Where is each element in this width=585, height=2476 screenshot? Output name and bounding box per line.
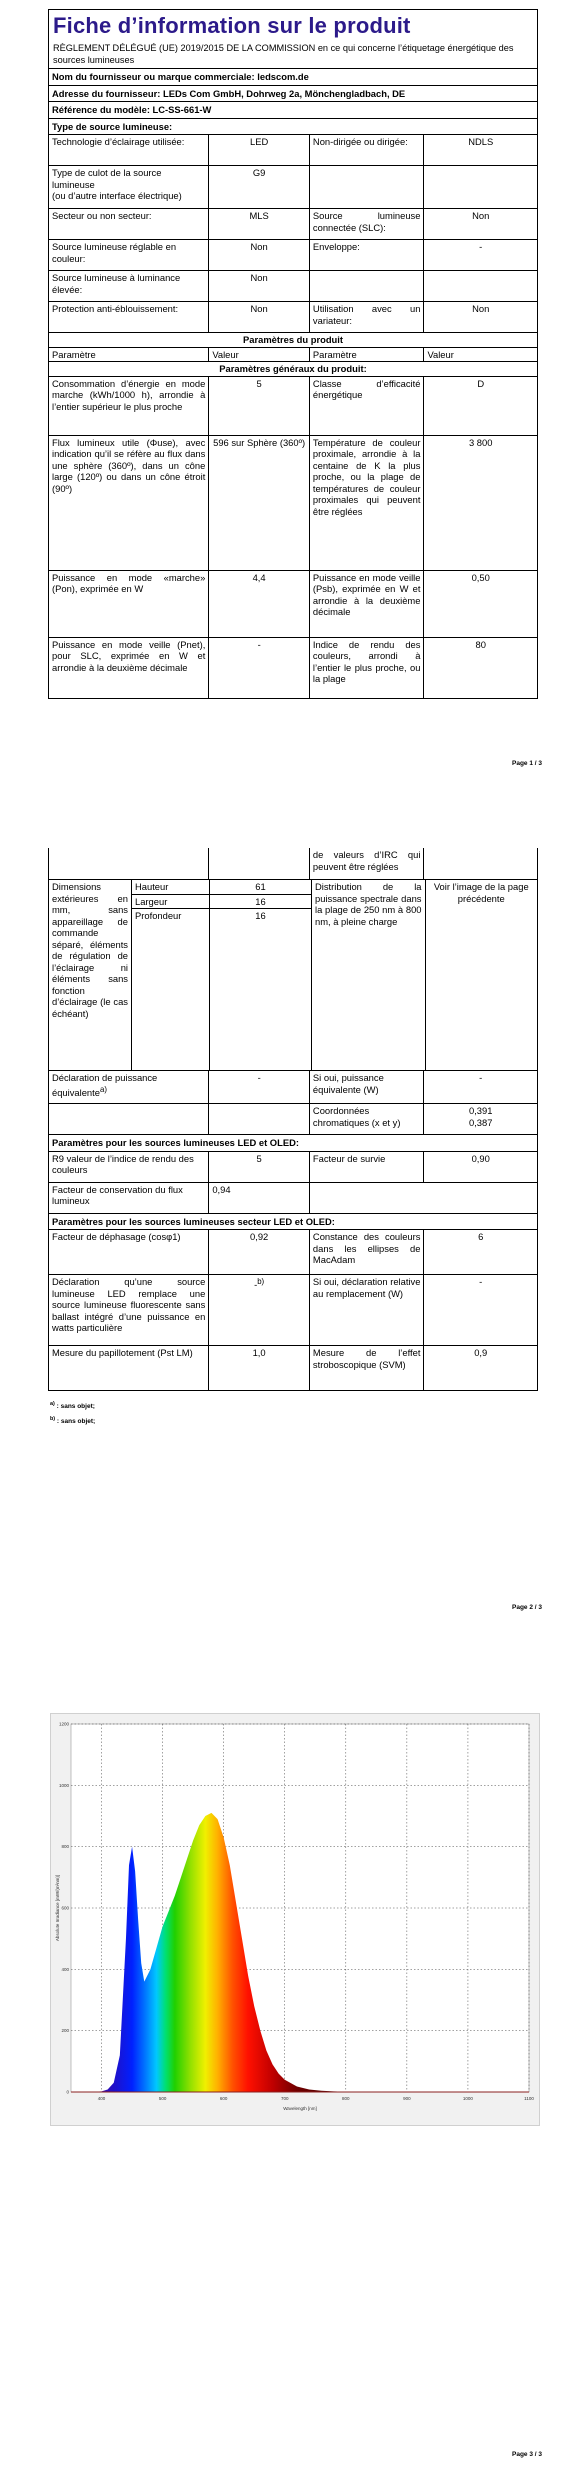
y-tick-label: 800 [61,1844,69,1850]
general-parameters-heading: Paramètres généraux du produit: [219,363,367,374]
light-source-type-heading: Type de source lumineuse: [52,120,173,132]
cri-label: Indice de rendu des couleurs, arrondi à l’entier le plus proche, ou la plage [310,638,425,698]
x-tick-label: 700 [280,2096,289,2101]
led-parameters-heading: Paramètres pour les sources lumineuses LED et OLED: [52,1137,299,1148]
energy-class-label: Classe d’efficacité énergétique [310,377,425,435]
product-parameters-heading: Paramètres du produit [242,334,344,345]
dimensions-block [49,880,312,1070]
on-mode-power-label: Puissance en mode «marche» (Pon), exprimée en W [49,571,209,637]
directional-value: NDLS [468,136,494,147]
directional-label: Non-dirigée ou dirigée: [310,135,425,165]
dimension-name: Profondeur [132,909,210,1070]
high-luminance-value: Non [209,271,310,301]
page-title: Fiche d’information sur le produit [53,13,411,38]
column-header-parameter: Paramètre [49,348,209,362]
column-header-parameter: Paramètre [310,348,425,362]
empty-cell [424,271,537,301]
empty-cell [49,1104,209,1134]
dimension-row-depth [132,909,311,1070]
x-tick-label: 800 [342,2096,350,2101]
y-tick-label: 1000 [58,1782,69,1788]
footnote-b: $^{b)}$ : sans objet; [50,1416,96,1426]
mains-value: MLS [209,209,310,239]
dimension-row-height [132,880,311,895]
supplier-name-row: Nom du fournisseur ou marque commerciale: ledscom.de [52,71,309,82]
y-axis-label: Absolute Irradiance [mW/(m²nm)] [55,1874,60,1942]
equivalent-power-value: - [209,1071,310,1103]
connected-label: Source lumineuse connectée (SLC): [310,209,425,239]
spectral-distribution-label: Distribution de la puissance spectrale dans la plage de 250 nm à 800 nm, à pleine charge [312,880,426,1070]
dimension-name: Largeur [132,895,210,909]
r9-label: R9 valeur de l’indice de rendu des couleurs [49,1152,209,1182]
energy-consumption-value: 5 [209,377,310,435]
envelope-label: Enveloppe: [310,240,425,270]
replacement-watt-label: Si oui, déclaration relative au remplacement (W) [310,1275,425,1345]
on-mode-power-value: 4,4 [209,571,310,637]
spectral-distribution-chart [50,1713,540,2126]
column-header-value: Valeur [209,348,310,362]
displacement-factor-label: Facteur de déphasage (cosφ1) [49,1230,209,1274]
x-tick-label: 1000 [462,2096,473,2101]
x-tick-label: 900 [403,2096,411,2101]
mains-label: Secteur ou non secteur: [49,209,209,239]
lumen-maintenance-value: 0,94 [209,1183,310,1213]
product-info-sheet-page2 [48,848,538,1391]
x-tick-label: 400 [97,2096,106,2101]
chromaticity-label: Coordonnées chromatiques (x et y) [310,1104,425,1134]
colour-tuneable-value: Non [209,240,310,270]
flicker-metric-value: 1,0 [209,1346,310,1390]
survival-factor-label: Facteur de survie [310,1152,425,1182]
empty-cell [49,848,209,879]
dimmable-label: Utilisation avec un variateur: [310,302,425,332]
equivalent-watt-label: Si oui, puissance équivalente (W) [310,1071,425,1103]
empty-cell [424,848,537,879]
y-tick-label: 0 [66,2089,69,2095]
empty-cell [310,1183,425,1213]
supplier-address-row: Adresse du fournisseur: LEDs Com GmbH, Dohrweg 2a, Mönchengladbach, DE [52,87,406,99]
anti-glare-value: Non [209,302,310,332]
dimensions-label: Dimensions extérieures en mm, sans appareillage de commande séparé, éléments de régulation de l’éclairage ni éléments sans fonction d’éclairage (le cas échéant) [49,880,132,1070]
energy-consumption-label: Consommation d’énergie en mode marche (kWh/1000 h), arrondie à l’entier supérieur le plus proche [49,377,209,435]
equivalent-watt-value: - [479,1072,483,1083]
survival-factor-value: 0,90 [471,1152,490,1164]
dimension-value: 16 [255,910,266,921]
replacement-watt-value: - [479,1276,483,1287]
spectrum-svg [51,1714,539,2125]
useful-flux-value: 596 sur Sphère (360º) [209,436,310,570]
x-tick-label: 600 [219,2096,228,2101]
r9-value: 5 [209,1152,310,1182]
title-box [49,10,537,69]
colour-consistency-label: Constance des couleurs dans les ellipses de MacAdam [310,1230,425,1274]
networked-standby-value: - [209,638,310,698]
anti-glare-label: Protection anti-éblouissement: [49,302,209,332]
x-axis-label: Wavelength [nm] [283,2106,317,2111]
chromaticity-value [424,1104,537,1134]
chromaticity-x: 0,391 [468,1105,493,1116]
empty-cell [310,271,425,301]
standby-power-value: 0,50 [471,571,490,583]
page-number: Page 3 / 3 [512,2451,542,2458]
empty-cell [424,1183,537,1213]
mains-led-parameters-heading: Paramètres pour les sources lumineuses secteur LED et OLED: [52,1215,335,1227]
footnotes [50,1398,95,1428]
stroboscopic-value: 0,9 [474,1347,488,1358]
useful-flux-label: Flux lumineux utile (Φuse), avec indication qu’il se réfère au flux dans une sphère (360º), dans un cône large (120º) ou dans un cône étroit (90º) [49,436,209,570]
fluorescent-replacement-value: -$^{b)}$ [209,1275,310,1345]
footnote-a: $^{a)}$ : sans objet; [50,1401,95,1411]
x-tick-label: 1100 [524,2096,534,2101]
energy-class-value: D [477,377,485,389]
lumen-maintenance-label: Facteur de conservation du flux lumineux [49,1183,209,1213]
dimension-name: Hauteur [132,880,210,894]
page-number: Page 2 / 3 [512,1604,542,1611]
colour-tuneable-label: Source lumineuse réglable en couleur: [49,240,209,270]
y-tick-label: 200 [61,2028,69,2034]
cct-value: 3 800 [468,436,493,448]
lighting-technology-label: Technologie d’éclairage utilisée: [49,135,209,165]
high-luminance-label: Source lumineuse à luminance élevée: [49,271,209,301]
column-header-value: Valeur [427,348,454,360]
x-tick-label: 500 [158,2096,167,2101]
lighting-technology-value: LED [209,135,310,165]
stroboscopic-label: Mesure de l’effet stroboscopique (SVM) [310,1346,425,1390]
cri-continued-text: de valeurs d’IRC qui peuvent être réglées [310,848,425,879]
page-number: Page 1 / 3 [512,760,542,767]
spectral-distribution-value: Voir l’image de la page précédente [433,881,529,904]
dimension-row-width [132,895,311,910]
envelope-value: - [479,241,483,252]
connected-value: Non [472,210,490,221]
y-tick-label: 600 [61,1905,69,1911]
displacement-factor-value: 0,92 [209,1230,310,1274]
y-tick-label: 400 [61,1966,69,1972]
empty-cell [209,848,310,879]
model-reference-row: Référence du modèle: LC-SS-661-W [52,104,212,115]
fluorescent-replacement-label: Déclaration qu’une source lumineuse LED remplace une source lumineuse fluorescente sans ballast intégré d’une puissance en watts particulière [49,1275,209,1345]
networked-standby-label: Puissance en mode veille (Pnet), pour SLC, exprimée en W et arrondie à la deuxième décimale [49,638,209,698]
flicker-metric-label: Mesure du papillotement (Pst LM) [49,1346,209,1390]
cap-type-label: Type de culot de la source lumineuse (ou d’autre interface électrique) [49,166,209,208]
equivalent-power-label: Déclaration de puissance équivalente$^{a)}$ [49,1071,209,1103]
regulation-subtitle: RÈGLEMENT DÉLÉGUÉ (UE) 2019/2015 DE LA COMMISSION en ce qui concerne l’étiquetage énergétique des sources lumineuses [53,43,514,65]
dimension-value: 61 [255,881,266,892]
empty-cell [209,1104,310,1134]
cap-type-value: G9 [209,166,310,208]
product-info-sheet-page1 [48,9,538,699]
dimension-value: 16 [255,895,266,907]
colour-consistency-value: 6 [478,1231,484,1242]
dimmable-value: Non [472,303,490,314]
chromaticity-y: 0,387 [468,1116,493,1128]
empty-cell [310,166,425,208]
empty-cell [424,166,537,208]
cct-label: Température de couleur proximale, arrondie à la centaine de K la plus proche, ou la plage de températures de couleur proximales qui peuvent être réglées [310,436,425,570]
y-tick-label: 1200 [58,1721,69,1727]
cri-value: 80 [475,638,486,650]
standby-power-label: Puissance en mode veille (Psb), exprimée en W et arrondie à la deuxième décimale [310,571,425,637]
